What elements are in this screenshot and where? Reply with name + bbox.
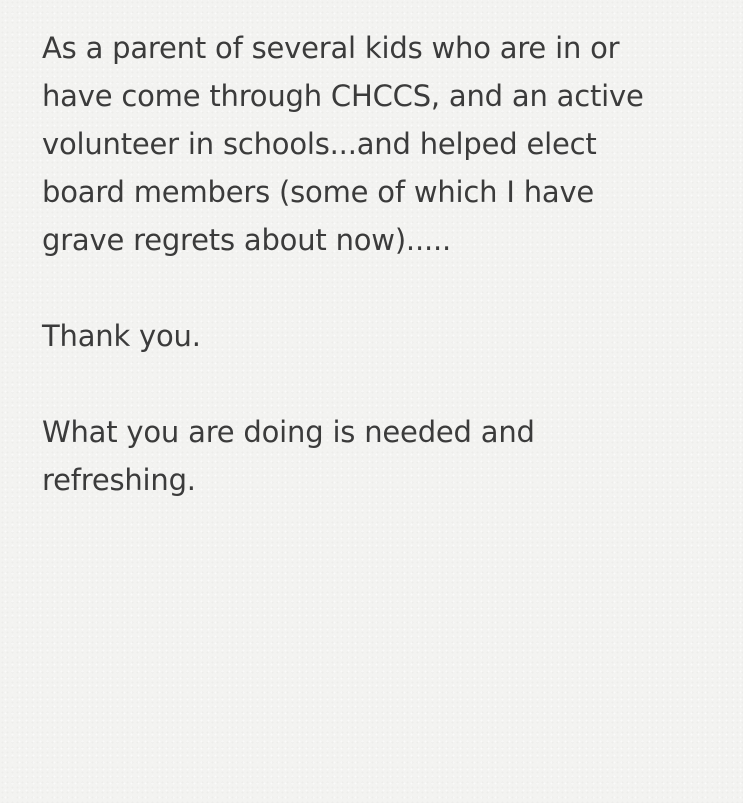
- note-line: refreshing.: [42, 463, 196, 497]
- note-line: volunteer in schools...and helped elect: [42, 127, 597, 161]
- note-line: grave regrets about now).....: [42, 223, 452, 257]
- note-body: [42, 24, 722, 552]
- note-paragraph-3: [42, 408, 722, 504]
- note-paragraph-1: [42, 24, 722, 264]
- note-line: board members (some of which I have: [42, 175, 595, 209]
- note-paragraph-2: [42, 312, 722, 360]
- note-line: have come through CHCCS, and an active: [42, 79, 644, 113]
- note-line: What you are doing is needed and: [42, 415, 535, 449]
- note-line: Thank you.: [42, 319, 201, 353]
- note-line: As a parent of several kids who are in or: [42, 31, 620, 65]
